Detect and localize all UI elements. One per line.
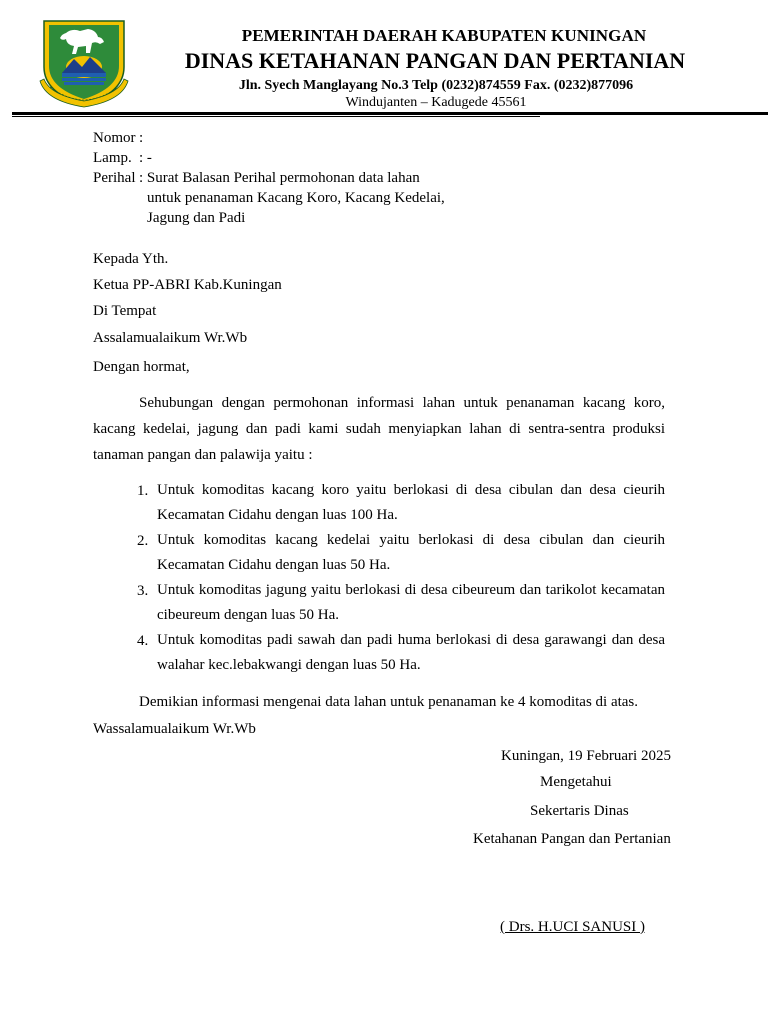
list-item-1: Untuk komoditas kacang koro yaitu berlokasi di desa cibulan dan desa cieurih Kecamatan Cidahu dengan luas 100 Ha.	[157, 482, 665, 523]
recipient-name: Ketua PP-ABRI Kab.Kuningan	[93, 277, 282, 293]
signatory-title-1: Sekertaris Dinas	[530, 803, 629, 819]
list-item-3: Untuk komoditas jagung yaitu berlokasi di desa cibeureum dan tarikolot kecamatan cibeureum dengan luas 50 Ha.	[157, 582, 665, 623]
list-number-3: 3.	[137, 583, 149, 599]
agency-name: DINAS KETAHANAN PANGAN DAN PERTANIAN	[184, 48, 686, 73]
letterhead-rule-thin	[12, 116, 540, 117]
closing-salutation: Wassalamualaikum Wr.Wb	[93, 721, 256, 737]
opening: Dengan hormat,	[93, 359, 190, 375]
recipient-greeting: Kepada Yth.	[93, 251, 169, 267]
agency-locality: Windujanten – Kadugede 45561	[345, 95, 527, 110]
lamp-label: Lamp.	[93, 150, 132, 166]
place-date: Kuningan, 19 Februari 2025	[501, 748, 671, 764]
perihal-label: Perihal	[93, 170, 136, 186]
intro-paragraph: Sehubungan dengan permohonan informasi lahan untuk penanaman kacang koro, kacang kedelai, jagung dan padi kami sudah menyiapkan lahan di sentra-sentra produksi tanaman pangan dan palawija yaitu :	[93, 395, 665, 463]
perihal-line-3: Jagung dan Padi	[147, 210, 246, 226]
list-number-1: 1.	[137, 483, 149, 499]
government-name: PEMERINTAH DAERAH KABUPATEN KUNINGAN	[241, 26, 647, 45]
perihal-line-2: untuk penanaman Kacang Koro, Kacang Kedelai,	[147, 190, 445, 206]
kuningan-regency-logo	[36, 15, 132, 109]
nomor-value: :	[139, 130, 144, 146]
list-number-4: 4.	[137, 633, 149, 649]
signatory-name: ( Drs. H.UCI SANUSI )	[500, 919, 645, 935]
list-number-2: 2.	[137, 533, 149, 549]
perihal-line-1: : Surat Balasan Perihal permohonan data lahan	[139, 170, 420, 186]
lamp-value: : -	[139, 150, 152, 166]
agency-address: Jln. Syech Manglayang No.3 Telp (0232)874559 Fax. (0232)877096	[238, 78, 634, 93]
acknowledged-label: Mengetahui	[540, 774, 612, 790]
recipient-place: Di Tempat	[93, 303, 157, 319]
list-item-2: Untuk komoditas kacang kedelai yaitu berlokasi di desa cibulan dan cieurih Kecamatan Cidahu dengan luas 50 Ha.	[157, 532, 665, 573]
closing-paragraph: Demikian informasi mengenai data lahan untuk penanaman ke 4 komoditas di atas.	[139, 694, 639, 710]
letterhead-rule-thick	[12, 112, 768, 115]
list-item-4: Untuk komoditas padi sawah dan padi huma berlokasi di desa garawangi dan desa walahar kec.lebakwangi dengan luas 50 Ha.	[157, 632, 665, 673]
salutation: Assalamualaikum Wr.Wb	[93, 330, 248, 346]
nomor-label: Nomor	[93, 130, 136, 146]
signatory-title-2: Ketahanan Pangan dan Pertanian	[473, 831, 671, 847]
